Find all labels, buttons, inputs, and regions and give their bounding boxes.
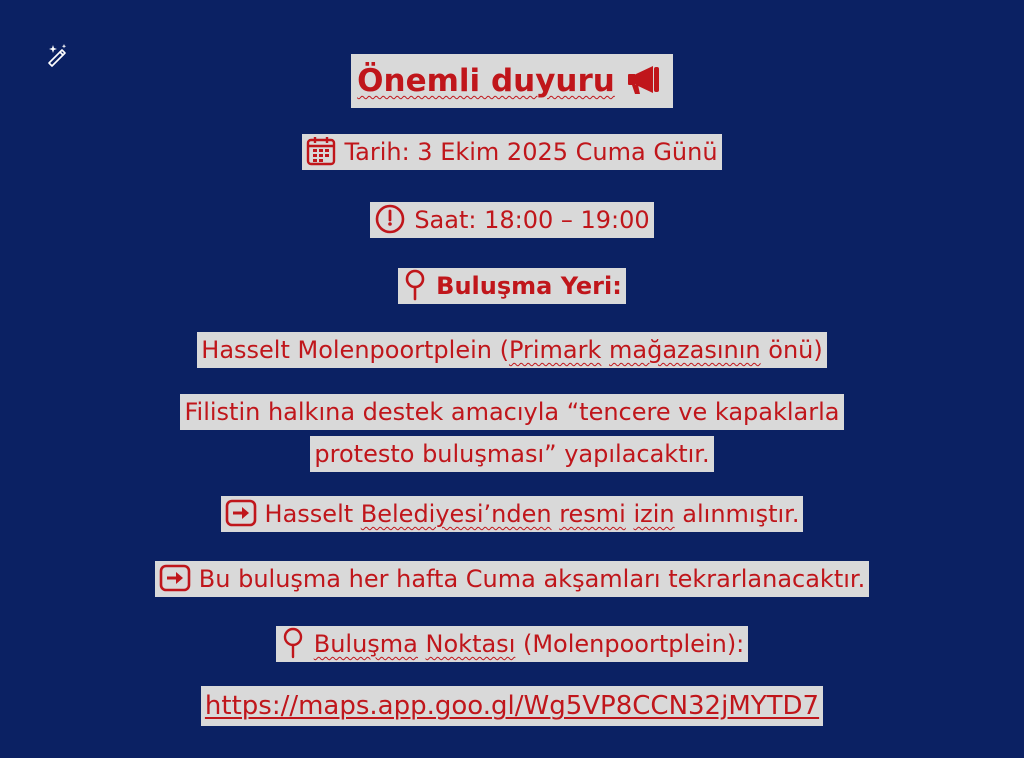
address-suffix: önü) xyxy=(760,336,823,364)
calendar-icon xyxy=(306,136,336,166)
meeting-point-line xyxy=(276,626,749,662)
meeting-point-w4: (Molenpoortplein): xyxy=(515,630,745,658)
description-line-1: Filistin halkına destek amacıyla “tencere ve kapaklarla xyxy=(180,394,843,430)
description-line-2: protesto buluşması” yapılacaktır. xyxy=(310,436,713,472)
address-prefix: Hasselt Molenpoortplein ( xyxy=(201,336,509,364)
address-primark: Primark xyxy=(508,336,602,364)
time-line xyxy=(370,202,653,238)
repeat-row xyxy=(0,561,1024,597)
arrow-right-box-icon xyxy=(225,499,257,527)
address-magazasinin: mağazasının xyxy=(609,336,761,364)
meeting-place-text: Buluşma Yeri: xyxy=(436,272,622,300)
arrow-right-box-icon xyxy=(159,564,191,592)
announcement-title-row xyxy=(0,54,1024,108)
date-row xyxy=(0,134,1024,170)
meeting-place-label xyxy=(398,268,626,304)
location-pin-icon xyxy=(402,269,428,301)
repeat-line xyxy=(155,561,869,597)
time-text: Saat: 18:00 – 19:00 xyxy=(414,206,650,234)
map-link[interactable]: https://maps.app.goo.gl/Wg5VP8CCN32jMYTD7 xyxy=(201,686,823,726)
meeting-place-row xyxy=(0,268,1024,304)
address-line xyxy=(197,332,826,368)
location-pin-icon xyxy=(280,627,306,659)
permit-p7: alınmıştır. xyxy=(674,500,800,528)
permit-p4: resmi xyxy=(559,500,626,528)
permit-p6: izin xyxy=(633,500,675,528)
date-line xyxy=(302,134,721,170)
description-block xyxy=(0,394,1024,478)
date-text: Tarih: 3 Ekim 2025 Cuma Günü xyxy=(344,138,718,166)
map-url-row xyxy=(0,686,1024,726)
megaphone-icon xyxy=(625,63,667,97)
permit-p2: Belediyesi’nden xyxy=(360,500,552,528)
repeat-text: Bu buluşma her hafta Cuma akşamları tekrarlanacaktır. xyxy=(198,565,866,593)
permit-row xyxy=(0,496,1024,532)
permit-p1: Hasselt xyxy=(264,500,361,528)
announcement-title xyxy=(351,54,673,108)
meeting-point-row xyxy=(0,626,1024,662)
address-row xyxy=(0,332,1024,368)
meeting-point-w3: Noktası xyxy=(425,630,516,658)
title-text: Önemli duyuru xyxy=(357,63,615,99)
permit-line xyxy=(221,496,804,532)
meeting-point-w1: Buluşma xyxy=(313,630,418,658)
clock-icon xyxy=(374,203,406,235)
time-row xyxy=(0,202,1024,238)
meeting-point-w2 xyxy=(418,630,426,658)
